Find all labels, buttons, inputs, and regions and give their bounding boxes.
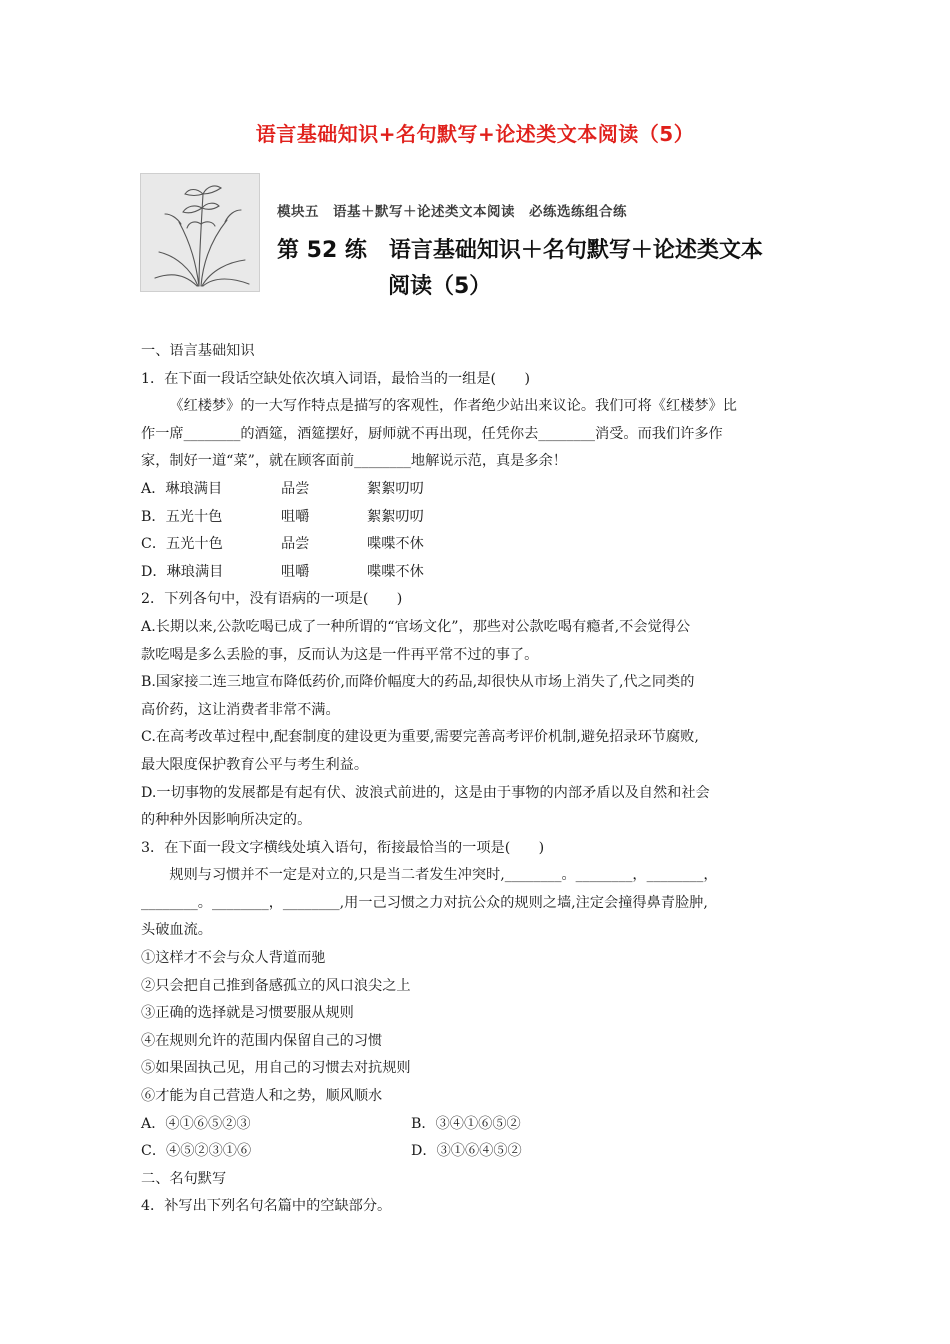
- question-2-line: 款吃喝是多么丢脸的事，反而认为这是一件再平常不过的事了。: [141, 646, 539, 663]
- question-3-item: ③正确的选择就是习惯要服从规则: [141, 1005, 354, 1022]
- module-line: 模块五 语基＋默写＋论述类文本阅读 必练选练组合练: [277, 204, 627, 220]
- option-word-1: A．琳琅满目: [141, 480, 223, 497]
- option-word-1: C．五光十色: [141, 536, 223, 553]
- question-1-option-d: [141, 559, 813, 587]
- option-word-3: 絮絮叨叨: [367, 480, 424, 497]
- option-word-3: 喋喋不休: [367, 563, 424, 580]
- lesson-title: 第 52 练 语言基础知识＋名句默写＋论述类文本: [277, 238, 763, 263]
- option-word-3: 喋喋不休: [367, 536, 424, 553]
- question-1-passage-line: 《红楼梦》的一大写作特点是描写的客观性，作者绝少站出来议论。我们可将《红楼梦》比: [169, 398, 737, 415]
- lesson-banner: [140, 173, 820, 299]
- question-4-stem: 4．补写出下列名句名篇中的空缺部分。: [141, 1198, 392, 1215]
- question-1-option-a: [141, 476, 813, 504]
- document-title: 语言基础知识+名句默写+论述类文本阅读（5）: [255, 122, 695, 146]
- question-1-passage-line: 作一席________的酒筵，酒筵摆好，厨师就不再出现，任凭你去________消受。而我们许多作: [141, 425, 723, 442]
- question-3-passage-line: 头破血流。: [141, 922, 212, 939]
- option-word-1: D．琳琅满目: [141, 563, 224, 580]
- orchid-illustration: [140, 173, 260, 292]
- question-1-option-c: [141, 531, 813, 559]
- question-2-line: 的种种外因影响所决定的。: [141, 812, 312, 829]
- section-heading-2: 二、名句默写: [141, 1170, 227, 1187]
- question-3-options-row-1: [141, 1111, 813, 1139]
- question-2-line: 最大限度保护教育公平与考生利益。: [141, 756, 369, 773]
- option-word-2: 品尝: [281, 480, 310, 497]
- question-2-line: D.一切事物的发展都是有起有伏、波浪式前进的，这是由于事物的内部矛盾以及自然和社会: [141, 784, 710, 801]
- question-1-stem: 1．在下面一段话空缺处依次填入词语，最恰当的一组是( ): [141, 370, 530, 387]
- section-heading-1: 一、语言基础知识: [141, 343, 255, 359]
- question-3-stem: 3．在下面一段文字横线处填入语句，衔接最恰当的一项是( ): [141, 839, 545, 856]
- question-3-item: ①这样才不会与众人背道而驰: [141, 950, 326, 967]
- question-3-option-b: B．③④①⑥⑤②: [411, 1115, 521, 1132]
- option-word-2: 咀嚼: [281, 563, 310, 580]
- question-1-option-b: [141, 504, 813, 532]
- option-word-1: B．五光十色: [141, 508, 223, 525]
- question-3-option-d: D．③①⑥④⑤②: [411, 1143, 522, 1160]
- question-3-option-c: C．④⑤②③①⑥: [141, 1143, 252, 1160]
- question-3-item: ④在规则允许的范围内保留自己的习惯: [141, 1032, 383, 1049]
- option-word-2: 品尝: [281, 536, 310, 553]
- question-2-line: B.国家接二连三地宣布降低药价,而降价幅度大的药品,却很快从市场上消失了,代之同类的: [141, 674, 695, 691]
- question-3-item: ②只会把自己推到备感孤立的风口浪尖之上: [141, 977, 411, 994]
- question-3-item: ⑥才能为自己营造人和之势，顺风顺水: [141, 1088, 383, 1105]
- question-2-line: 高价药，这让消费者非常不满。: [141, 701, 340, 718]
- question-2-stem: 2．下列各句中，没有语病的一项是( ): [141, 591, 403, 608]
- question-1-passage-line: 家，制好一道“菜”，就在顾客面前________地解说示范，真是多余！: [141, 453, 567, 470]
- question-3-passage-line: ________。________，________,用一己习惯之力对抗公众的规则之墙,注定会撞得鼻青脸肿,: [141, 894, 708, 911]
- question-3-item: ⑤如果固执己见，用自己的习惯去对抗规则: [141, 1060, 411, 1077]
- question-2-line: C.在高考改革过程中,配套制度的建设更为重要,需要完善高考评价机制,避免招录环节腐败,: [141, 729, 699, 746]
- question-3-passage-line: 规则与习惯并不一定是对立的,只是当二者发生冲突时,________。________，________，: [169, 867, 718, 884]
- orchid-icon: [141, 174, 259, 291]
- question-2-line: A.长期以来,公款吃喝已成了一种所谓的“官场文化”，那些对公款吃喝有瘾者,不会觉得公: [141, 618, 691, 635]
- question-3-option-a: A．④①⑥⑤②③: [141, 1115, 251, 1132]
- question-3-options-row-2: [141, 1138, 813, 1166]
- document-body: [141, 338, 813, 1221]
- option-word-3: 絮絮叨叨: [367, 508, 424, 525]
- option-word-2: 咀嚼: [281, 508, 310, 525]
- lesson-title-continuation: 阅读（5）: [388, 274, 492, 299]
